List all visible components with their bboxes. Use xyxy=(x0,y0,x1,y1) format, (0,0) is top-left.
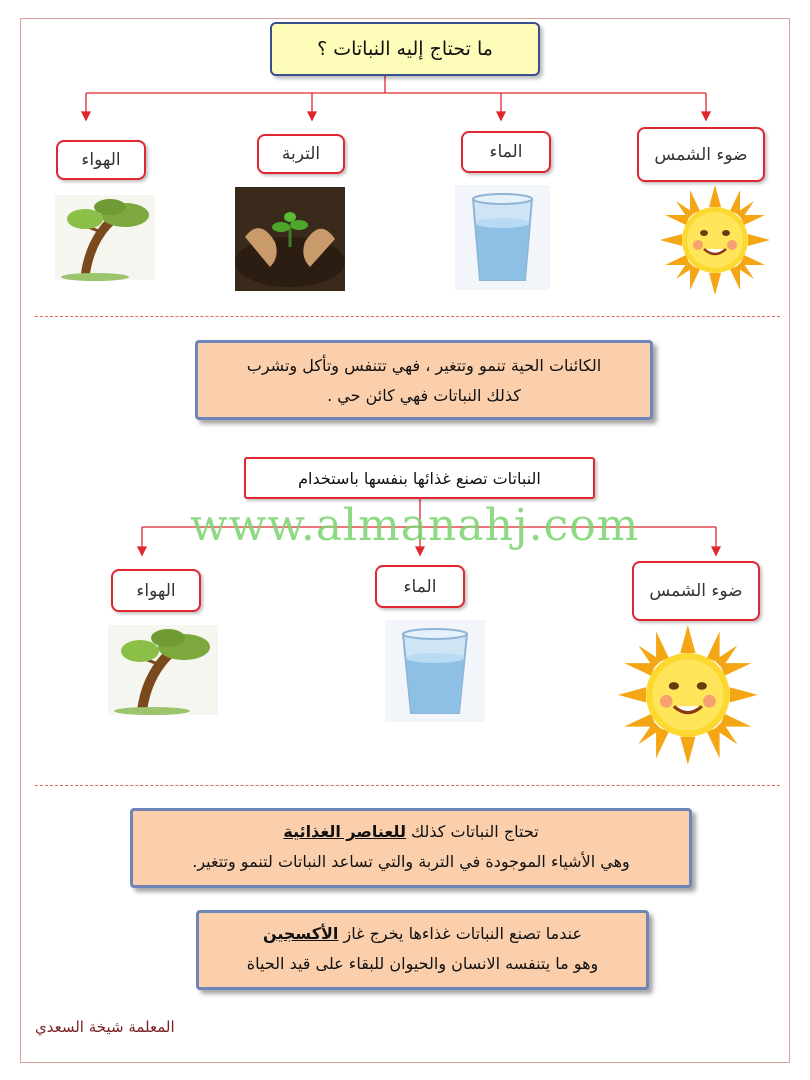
need-label: الهواء xyxy=(136,580,176,601)
need-water xyxy=(461,131,551,173)
page-title: ما تحتاج إليه النباتات ؟ xyxy=(317,38,493,60)
need-label: الماء xyxy=(403,576,437,597)
need-label: التربة xyxy=(281,144,321,164)
food-title-box xyxy=(244,457,595,499)
need-label: ضوء الشمس xyxy=(654,144,748,165)
need-air xyxy=(56,140,146,180)
watermark: www.almanahj.com xyxy=(190,500,640,551)
living-things-box xyxy=(195,340,653,420)
divider xyxy=(35,316,780,317)
water-glass-icon xyxy=(385,620,485,722)
nutrients-keyword: للعناصر الغذائية xyxy=(283,822,406,841)
living-line-2: كذلك النباتات فهي كائن حي . xyxy=(327,386,521,405)
oxygen-line-2: وهو ما يتنفسه الانسان والحيوان للبقاء على قيد الحياة xyxy=(246,954,599,973)
windy-tree-icon xyxy=(55,195,155,280)
sun-icon xyxy=(660,185,770,295)
teacher-signature: المعلمة شيخة السعدي xyxy=(35,1018,175,1036)
oxygen-text: عندما تصنع النباتات غذاءها يخرج غاز xyxy=(338,924,583,943)
food-need-water xyxy=(375,565,465,608)
need-label: الهواء xyxy=(81,150,121,170)
living-line-1: الكائنات الحية تنمو وتتغير ، فهي تتنفس وتأكل وتشرب xyxy=(246,356,602,375)
water-glass-icon xyxy=(455,185,550,290)
oxygen-box xyxy=(196,910,649,990)
title-banner xyxy=(270,22,540,76)
food-need-sunlight xyxy=(632,561,760,621)
oxygen-keyword: الأكسجين xyxy=(262,924,339,943)
need-label: ضوء الشمس xyxy=(649,581,743,601)
need-sunlight xyxy=(637,127,765,182)
need-label: الماء xyxy=(489,142,523,162)
nutrients-text: تحتاج النباتات كذلك xyxy=(405,822,539,841)
food-title: النباتات تصنع غذائها بنفسها باستخدام xyxy=(298,468,541,488)
nutrients-box xyxy=(130,808,692,888)
nutrients-line-2: وهي الأشياء الموجودة في التربة والتي تساعد النباتات لتنمو وتتغير. xyxy=(192,852,630,871)
soil-sprout-icon xyxy=(235,187,345,291)
divider xyxy=(35,785,780,786)
need-soil xyxy=(257,134,345,174)
food-need-air xyxy=(111,569,201,612)
oxygen-line-1 xyxy=(199,919,646,949)
sun-icon xyxy=(618,625,758,765)
windy-tree-icon xyxy=(108,625,218,715)
nutrients-line-1 xyxy=(133,817,689,847)
